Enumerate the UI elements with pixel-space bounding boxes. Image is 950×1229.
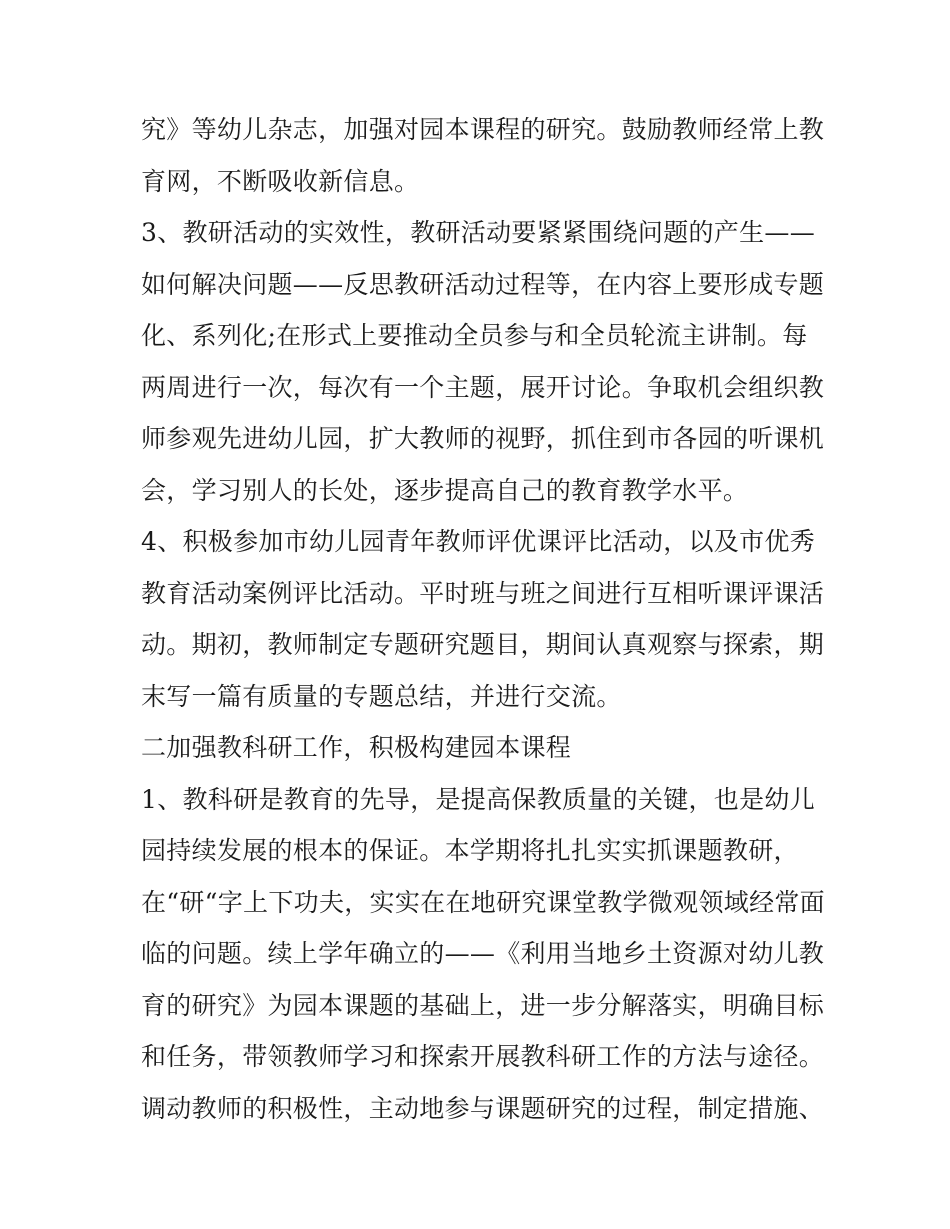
text-line: 会，学习别人的长处，逐步提高自己的教育教学水平。 xyxy=(141,475,749,505)
document-body xyxy=(141,104,825,1134)
text-line: 和任务，带领教师学习和探索开展教科研工作的方法与途径。 xyxy=(141,1042,825,1071)
text-line: 在“研“字上下功夫，实实在在地研究课堂教学微观领域经常面 xyxy=(141,887,825,917)
text-line: 究》等幼儿杂志，加强对园本课程的研究。鼓励教师经常上教 xyxy=(141,115,825,144)
text-line: 育网，不断吸收新信息。 xyxy=(141,166,420,196)
text-line: 调动教师的积极性，主动地参与课题研究的过程，制定措施、 xyxy=(141,1093,825,1123)
text-line: 临的问题。续上学年确立的——《利用当地乡土资源对幼儿教 xyxy=(141,939,825,968)
text-line: 师参观先进幼儿园，扩大教师的视野，抓住到市各园的听课机 xyxy=(141,424,825,453)
text-line: 化、系列化;在形式上要推动全员参与和全员轮流主讲制。每 xyxy=(141,321,808,350)
text-line: 末写一篇有质量的专题总结，并进行交流。 xyxy=(141,681,622,711)
text-line: 3、教研活动的实效性，教研活动要紧紧围绕问题的产生—— xyxy=(141,218,816,247)
text-line: 4、积极参加市幼儿园青年教师评优课评比活动，以及市优秀 xyxy=(141,527,816,556)
text-line: 如何解决问题——反思教研活动过程等，在内容上要形成专题 xyxy=(141,269,825,299)
text-line: 园持续发展的根本的保证。本学期将扎扎实实抓课题教研， xyxy=(141,836,799,865)
section-heading: 二加强教科研工作，积极构建园本课程 xyxy=(141,733,572,762)
text-line: 两周进行一次，每次有一个主题，展开讨论。争取机会组织教 xyxy=(141,372,825,402)
text-line: 1、教科研是教育的先导，是提高保教质量的关键，也是幼儿 xyxy=(141,784,816,814)
text-line: 动。期初，教师制定专题研究题目，期间认真观察与探索，期 xyxy=(141,630,825,659)
text-line: 教育活动案例评比活动。平时班与班之间进行互相听课评课活 xyxy=(141,578,825,608)
text-line: 育的研究》为园本课题的基础上，进一步分解落实，明确目标 xyxy=(141,990,825,1020)
